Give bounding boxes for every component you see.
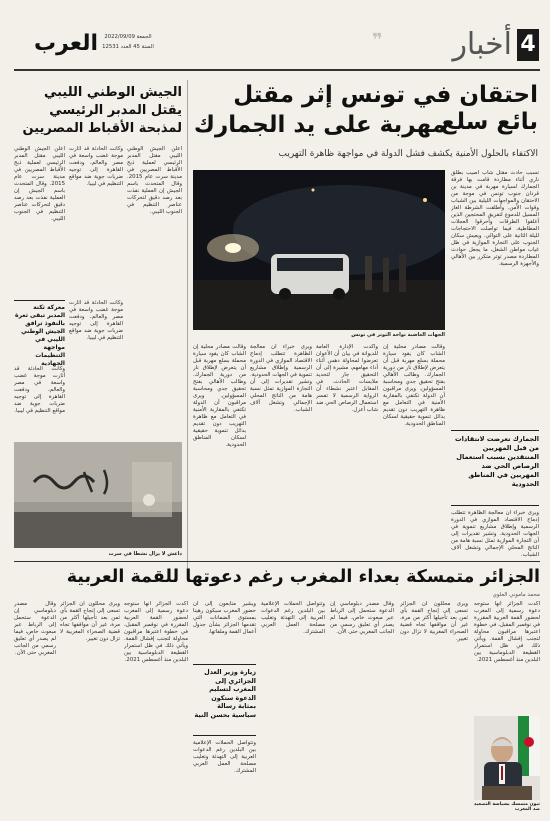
bottom-story-body-col4: وتتواصل الحملات الإعلامية بين البلدين رغم الدعوات العربية إلى التهدئة وتغليب مصلحة العمل العربي المشترك. <box>261 601 325 635</box>
bottom-story-body-col7: ويرى محللون أن الجزائر تسعى إلى إنجاح القمة بأي ثمن بعد تأجيلها أكثر من مرة، غير أن مواقفها تجاه قضية الصحراء المغربية لا تزال دون تغيير. <box>60 601 120 642</box>
left-story-body-col2b: وكانت الحادثة قد أثارت موجة غضب واسعة في مصر والعالم، ودفعت القاهرة إلى توجيه ضربات جوية ضد مواقع التنظيم في ليبيا. <box>69 300 123 341</box>
main-photo-caption: الجهات الغاضبة تواجه التوتر في تونس <box>351 332 445 338</box>
bottom-headline: الجزائر متمسكة بعداء المغرب رغم دعوتها للقمة العربية <box>66 567 540 587</box>
main-story-body-col3: وأكدت الإدارة العامة للديوانة في بيان أن الأعوان تعرضوا لمحاولة دهس أثناء أداء مهامهم، مشيرة إلى أن التحقيق جار لتحديد ملابسات الحادث. في المقابل اعتبر نشطاء أن الرواية الرسمية لا تفسر استعمال الرصاص الحي ضد شاب أعزل. <box>316 344 378 413</box>
main-story-body-col2: وقالت مصادر محلية إن الشاب كان يقود سيارة محملة بسلع مهربة قبل أن يتعرض لإطلاق نار من دورية الجمارك. وطالب الأهالي بفتح تحقيق جدي ومحاسبة المسؤولين. ويرى مراقبون أن الدولة تكتفي بالمقاربة الأمنية في التعامل مع ظاهرة التهريب دون تقديم بدائل تنموية حقيقية لسكان المناطق الحدودية. <box>383 344 445 427</box>
main-story-body-col1: تسبب حادث مقتل شاب أصيب بطلق ناري أثناء مطاردة قامت بها فرقة الجمارك لسيارة مهربة في مدينة بن قردان جنوب تونس في موجة من الاحتقان والمواجهات الليلية بين الشباب وقوات الأمن. وأطلقت الشرطة الغاز المسيل للدموع لتفريق المحتجين الذين أغلقوا الطرقات وأحرقوا العجلات المطاطية، فيما تواصلت الاحتجاجات لليلة الثانية على التوالي. ويعيش سكان الجنوب على التجارة الموازية في ظل غياب مواطن الشغل، ما يجعل حوادث المطاردة مصدر توتر متكرر بين الأهالي والأجهزة الرسمية. <box>451 170 539 267</box>
bottom-story-body-col3: وقال مصدر دبلوماسي إن الدعوة ستحمل إلى الرباط عبر مبعوث خاص، فيما لم يصدر أي تعليق رسمي من الجانب المغربي حتى الآن. <box>330 601 394 635</box>
president-portrait-photo <box>474 716 540 800</box>
issue-line: السنة 45 العدد 12531 <box>102 44 154 50</box>
column-divider <box>187 80 188 580</box>
left-story-photo <box>14 442 182 548</box>
section-number: 4 <box>520 32 536 57</box>
left-story-body-col3b: وكانت الحادثة قد أثارت موجة غضب واسعة في مصر والعالم، ودفعت القاهرة إلى توجيه ضربات جوية ضد مواقع التنظيم في ليبيا. <box>14 366 65 414</box>
bottom-story-body-col2: ويرى محللون أن الجزائر تسعى إلى إنجاح القمة بأي ثمن بعد تأجيلها أكثر من مرة، غير أن مواقفها تجاه قضية الصحراء المغربية لا تزال دون تغيير. <box>400 601 468 642</box>
bottom-story-body-col5: ويشير متابعون إلى أن حضور المغرب سيكون رهينا بمستوى الضمانات التي تقدمها الجزائر بشأن جدول أعمال القمة وملفاتها. <box>193 601 256 635</box>
left-story-body-col3: أعلن الجيش الوطني الليبي مقتل المدبر الرئيسي لعملية ذبح الأقباط المصريين في مدينة سرت عام 2015. وقال المتحدث باسم الجيش إن العملية نفذت بعد رصد دقيق لتحركات عناصر التنظيم في الجنوب الليبي. <box>14 146 65 222</box>
bottom-story-pullquote <box>193 664 256 736</box>
bottom-byline: محمد ماموني العلوي <box>492 592 540 598</box>
bottom-story-photo <box>474 716 540 800</box>
main-story-body-col4: ويرى خبراء أن معالجة الظاهرة تتطلب إدماج الاقتصاد الموازي في الدورة الرسمية وإطلاق مشاريع تنموية في الجهات الحدودية. وتشير تقديرات إلى أن التجارة الموازية تمثل نسبة هامة من الناتج المحلي الإجمالي وتشغل آلاف الشباب. <box>250 344 312 413</box>
bottom-story-body-col5b: وتتواصل الحملات الإعلامية بين البلدين رغم الدعوات العربية إلى التهدئة وتغليب مصلحة العمل العربي المشترك. <box>193 740 256 774</box>
newspaper-logo: العرب <box>33 31 98 56</box>
bottom-photo-caption: تبون متمسك بسياسة التصعيد ضد المغرب <box>473 802 540 812</box>
main-headline-line2: مهربة على يد الجمارك <box>193 112 446 138</box>
bottom-story-rule <box>14 561 540 562</box>
left-story-pullquote <box>14 300 65 367</box>
main-subheadline: الاكتفاء بالحلول الأمنية يكشف فشل الدولة في مواجهة ظاهرة التهريب <box>278 149 538 159</box>
left-pullquote-text: معركة ثكنة المدبر تبقى ثغرة بالنفوذ ترافق الجيش الوطني الليبي في مواجهة التنظيمات الجهادية <box>15 304 65 367</box>
section-number-box <box>517 29 539 61</box>
masthead-rule <box>14 69 540 71</box>
left-story-body-col2: وكانت الحادثة قد أثارت موجة غضب واسعة في مصر والعالم، ودفعت القاهرة إلى توجيه ضربات جوية ضد مواقع التنظيم في ليبيا. <box>69 146 123 187</box>
bottom-story-body-col8: وقال مصدر دبلوماسي إن الدعوة ستحمل إلى الرباط عبر مبعوث خاص، فيما لم يصدر أي تعليق رسمي من الجانب المغربي حتى الآن. <box>14 601 56 656</box>
left-headline-line3: لمذبحة الأقباط المصريين <box>22 121 182 136</box>
quote-mark-icon: ❞ <box>372 30 383 51</box>
left-photo-caption: داعش لا يزال نشطا في سرت <box>108 551 182 557</box>
left-headline-line1: الجيش الوطني الليبي <box>43 85 182 100</box>
bottom-story-body-col6: أكدت الجزائر أنها ستوجه دعوة رسمية إلى المغرب لحضور القمة العربية المقررة في نوفمبر المقبل، في خطوة اعتبرها مراقبون محاولة لتجنب إفشال القمة. ويأتي ذلك في ظل استمرار القطيعة الدبلوماسية بين البلدين منذ أغسطس 2021. <box>124 601 188 663</box>
main-story-body-col5: وقالت مصادر محلية إن الشاب كان يقود سيارة محملة بسلع مهربة قبل أن يتعرض لإطلاق نار من دورية الجمارك. وطالب الأهالي بفتح تحقيق جدي ومحاسبة المسؤولين. ويرى مراقبون أن الدولة تكتفي بالمقاربة الأمنية في التعامل مع ظاهرة التهريب دون تقديم بدائل تنموية حقيقية لسكان المناطق الحدودية. <box>193 344 246 448</box>
night-protest-photo <box>193 170 445 330</box>
bottom-pullquote-text: زيارة وزير العدل الجزائري إلى المغرب لتسليم الدعوة ستكون بمثابة رسالة سياسية بحسن النية <box>194 668 256 719</box>
section-name: أخبار <box>452 27 512 62</box>
graffiti-wall-photo <box>14 442 182 548</box>
left-story-body-col1: أعلن الجيش الوطني الليبي مقتل المدبر الرئيسي لعملية ذبح الأقباط المصريين في مدينة سرت عام 2015. وقال المتحدث باسم الجيش إن العملية نفذت بعد رصد دقيق لتحركات عناصر التنظيم في الجنوب الليبي. <box>127 146 182 215</box>
date-line: الجمعة 2022/09/09 <box>104 34 152 40</box>
bottom-story-body-col1: أكدت الجزائر أنها ستوجه دعوة رسمية إلى المغرب لحضور القمة العربية المقررة في نوفمبر المقبل، في خطوة اعتبرها مراقبون محاولة لتجنب إفشال القمة. ويأتي ذلك في ظل استمرار القطيعة الدبلوماسية بين البلدين منذ أغسطس 2021. <box>474 601 540 663</box>
main-headline-line1: احتقان في تونس إثر مقتل بائع سلع <box>233 82 538 135</box>
main-story-pullquote <box>451 430 539 506</box>
main-story-photo <box>193 170 445 330</box>
left-headline-line2: يقتل المدبر الرئيسي <box>49 103 182 118</box>
main-story-body-col1b: ويرى خبراء أن معالجة الظاهرة تتطلب إدماج الاقتصاد الموازي في الدورة الرسمية وإطلاق مشاريع تنموية في الجهات الحدودية. وتشير تقديرات إلى أن التجارة الموازية تمثل نسبة هامة من الناتج المحلي الإجمالي وتشغل آلاف الشباب. <box>451 510 539 558</box>
main-pullquote-text: الجمارك تعرضت لانتقادات من قبل المهربين المنتقدين بسبب استعمال الرصاص الحي ضد المهربين في المناطق الحدودية <box>454 435 539 488</box>
